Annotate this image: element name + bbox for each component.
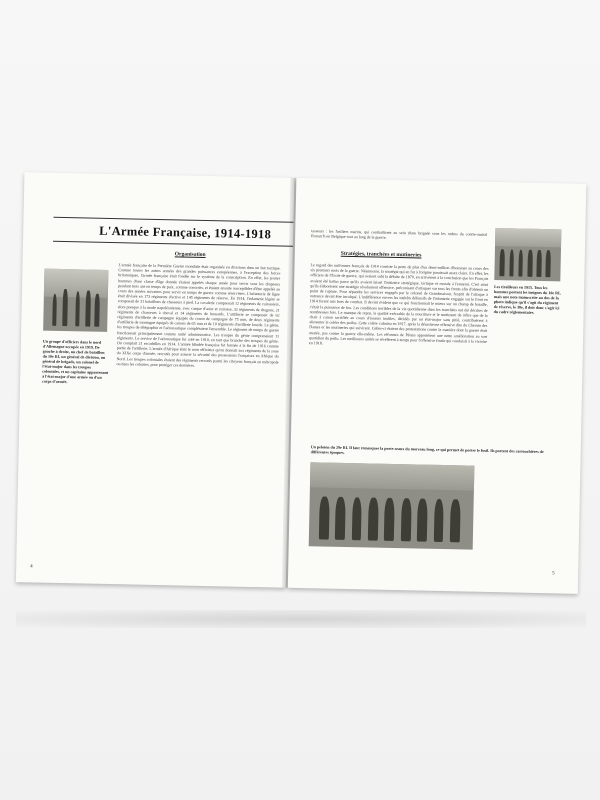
peloton-photo-caption: Un peloton du 29e RI. Il faut remarquer la porte-seaux du morceau long, ce qui permet de porter le fusil. Ils portent des cartouchières de différentes époques. (310, 444, 544, 455)
officers-photo (43, 269, 108, 332)
section-heading-strategies: Stratégies, tranchées et mutineries (340, 250, 422, 259)
booklet-shadow (16, 610, 586, 628)
tirailleurs-photo (494, 228, 561, 281)
intro-text: tasseurs : les fusiliers marins, qui combattirent au sein d'une brigade sous les ordres du contre-amiral Ronarc'h en Belgique tout au long de la guerre. (311, 228, 488, 240)
left-page (16, 172, 295, 588)
open-booklet (16, 172, 587, 604)
page-number-right: 5 (552, 571, 555, 577)
page-title: L'Armée Française, 1914-1918 (99, 223, 272, 242)
page-number-left: 4 (30, 564, 33, 570)
officers-photo-caption: Un groupe d'officiers dans le nord d'Allemagne occupée en 1919. De gauche à droite, un chef de bataillon du 10e RI, un général de division, un général de brigade, un colonel de l'état-major dans les troupes coloniales, et un capitaine appartenant à l'état-major d'une armée ou d'un corps d'armée. (42, 338, 109, 385)
strategies-body-text: Le regard des uniformes français de 1914 consiste la perte de plus d'un demi-million d'hommes au cours des six premiers mois de la guerre. Néanmoins, la stratégie qui en fut à l'origine paraissait assez claire. En effet, les officiers de l'École de guerre, qui avaient subi la défaite de 1870, en arrivèrent à la conclusion que les Français avaient été battus parce qu'ils avaient laissé l'initiative stratégique, tactique et morale à l'ennemi. C'est ainsi qu'ils élaborèrent une stratégie résolument offensive, préconisant d'attaquer sur tous les fronts afin d'obtenir un point de rupture. Pour répandre les services engagés par le colonel de Grandmaison, l'esprit de l'attaque à outrance devait être inculqué. L'indifférence envers les intérêts défensifs de l'infanterie engagée sur le front en 1914 furent mis hors de combat. Il devint évident que ce qui fonctionnait le mieux sur un champ de bataille, c'était la puissance de feu. Les conditions terribles de la vie quotidienne dans les tranchées ont été décrites de nombreuses fois. Le manque de repos, la qualité exécrable de la nourriture et le sentiment de n'être que de la chair à canon sacrifiée au cours d'assauts inutiles, décidés par un état-major sans pitié, contribuèrent à alimenter la colère des poilus. Cette colère culmina en 1917, après la désastreuse offensive dite du Chemin des Dames et les mutineries qui suivirent. Celles-ci étaient des protestations contre la manière dont la guerre était menée, pas contre la guerre elle-même. Les réformes de Pétain apportèrent une nette amélioration au sort quotidien du poilu. Les meilleures unités se révélèrent à temps pour l'offensive finale qui conduisit à la victoire en 1918. (308, 262, 489, 346)
organisation-body-text: L'armée française de la Première Guerre mondiale était organisée en divisions dans un but tactique. Comme toutes les autres armées des grandes puissances européennes, à l'exception des forces britanniques, l'armée française était fondée sur le système de la conscription. En effet, les jeunes hommes d'une classe d'âge donnée étaient appelés chaque année pour servir sous les drapeaux pendant trois ans en temps de paix, comme conscrits, et étaient ensuite susceptibles d'être appelés au cours des années suivantes pour servir en temps de guerre comme réservistes. L'infanterie de ligne était divisée en 173 régiments d'active et 145 régiments de réserve. En 1914, l'infanterie légère se composait de 31 bataillons de chasseurs à pied. La cavalerie comprenait 12 régiments de cuirassiers, alors presque à la mode napoléonienne, avec casque d'acier et cuirasse, 32 régiments de dragons, 21 régiments de chasseurs à cheval et 14 régiments de hussards. L'artillerie se composait de 62 régiments d'artillerie de campagne équipés du canon de campagne de 75 mm, de deux régiments d'artillerie de montagne équipés de canons de 65 mm et de 10 régiments d'artillerie lourde. Le génie, les troupes de télégraphie et l'aéronautique complétaient l'ensemble. Le régiment de temps de guerre fonctionnait principalement comme unité administrative. Les troupes du génie comprenaient 11 régiments. Le service de l'aéronautique fut créé en 1910, en tant que branche des troupes du génie. On comptait 21 escadrilles en 1914. L'armée blindée française fut formée à la fin de 1916 comme partie de l'artillerie. L'armée d'Afrique était le nom officieux qu'on donnait aux régiments de la zone du XIXe corps d'armée, recrutés pour assurer la sécurité des possessions françaises en Afrique du Nord. Les troupes coloniales étaient des régiments recrutés parmi les citoyens français en métropole ou dans les colonies, pour protéger ces dernières. (116, 262, 281, 368)
title-top-rule (54, 217, 294, 223)
section-heading-organisation: Organisation (174, 251, 206, 258)
peloton-photo (309, 462, 475, 549)
tirailleurs-photo-caption: Les tirailleurs en 1915. Tous les hommes portent les insignes du 10e RI, mais une note manuscrite au dos de la photo indique qu'il s'agit du régiment de réserve, le 30e, il doit donc s'agir ici du cadre réglementaire. (493, 284, 561, 315)
right-page (288, 178, 587, 594)
